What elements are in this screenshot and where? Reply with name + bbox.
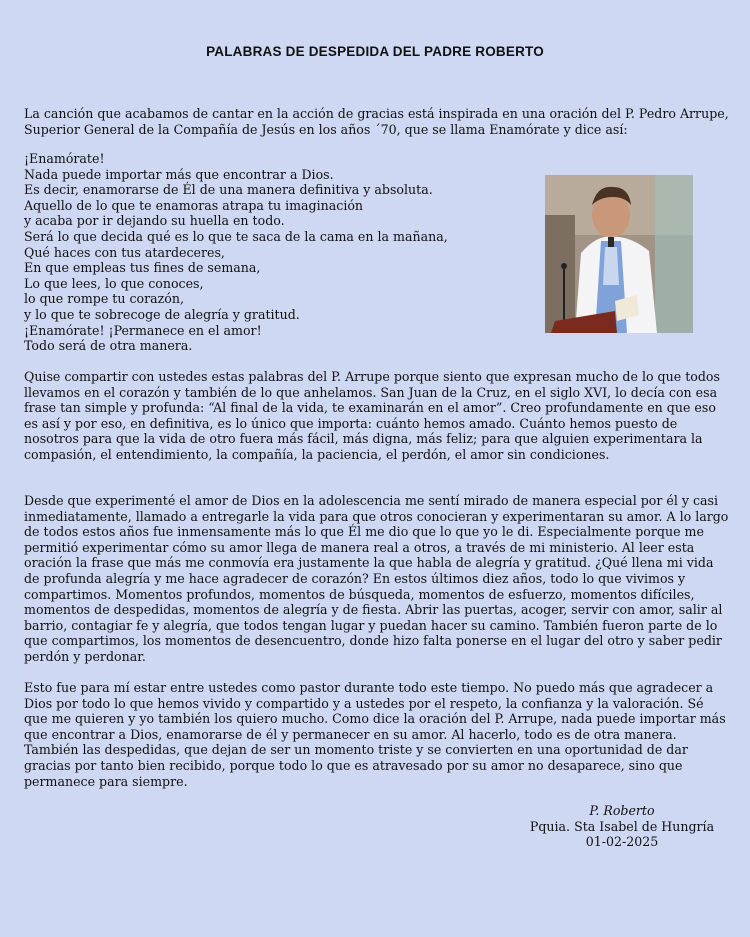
body-paragraph: Esto fue para mí estar entre ustedes como pastor durante todo este tiempo. No puedo más que agradecer a Dios por todo lo que hemos vivido y compartido y a ustedes por el respeto, la confianza y la valoración. Sé que me quieren y yo también los quiero mucho. Como dice la oración del P. Arrupe, nada puede importar más que encontrar a Dios, enamorarse de él y permanecer en su amor. Al hacerlo, todo es de otra manera. También las despedidas, que dejan de ser un momento triste y se convierten en una oportunidad de dar gracias por tanto bien recibido, porque todo lo que es atravesado por su amor no desaparece, sino que permanece para siempre. <box>24 680 726 789</box>
poem-line: ¡Enamórate! ¡Permanece en el amor! <box>24 322 262 338</box>
poem-line: y acaba por ir dejando su huella en todo. <box>24 213 285 229</box>
poem <box>24 151 544 354</box>
body-paragraph: Quise compartir con ustedes estas palabras del P. Arrupe porque siento que expresan mucho de lo que todos llevamos en el corazón y también de lo que anhelamos. San Juan de la Cruz, en el siglo XVI, lo decía con esa frase tan simple y profunda: “Al final de la vida, te examinarán en el amor”. Creo profundamente en que eso es así y por eso, en definitiva, es lo único que importa: cuánto hemos amado. Cuánto hemos puesto de nosotros para que la vida de otro fuera más fácil, más digna, más feliz; para que alguien experimentara la compasión, el entendimiento, la compañía, la paciencia, el perdón, el amor sin condiciones. <box>24 369 720 462</box>
signature-parish: Pquia. Sta Isabel de Hungría <box>529 818 715 834</box>
poem-line: Aquello de lo que te enamoras atrapa tu imaginación <box>24 197 364 213</box>
poem-line: Todo será de otra manera. <box>24 338 193 354</box>
page-title: PALABRAS DE DESPEDIDA DEL PADRE ROBERTO <box>206 44 544 59</box>
poem-line: Nada puede importar más que encontrar a Dios. <box>24 166 334 182</box>
intro-paragraph: La canción que acabamos de cantar en la acción de gracias está inspirada en una oración del P. Pedro Arrupe, Superior General de la Compañía de Jesús en los años ´70, que se llama Enamórate y dice así: <box>24 106 729 137</box>
poem-line: ¡Enamórate! <box>24 151 105 166</box>
poem-line: Será lo que decida qué es lo que te saca de la cama en la mañana, <box>24 228 448 244</box>
poem-line: Qué haces con tus atardeceres, <box>24 244 225 260</box>
poem-line: Es decir, enamorarse de Él de una manera definitiva y absoluta. <box>24 182 433 198</box>
poem-line: y lo que te sobrecoge de alegría y gratitud. <box>24 306 300 322</box>
signature-name: P. Roberto <box>589 803 655 818</box>
signature-date: 01-02-2025 <box>585 834 659 850</box>
signature-block <box>500 803 744 850</box>
body-paragraph: Desde que experimenté el amor de Dios en la adolescencia me sentí mirado de manera especial por él y casi inmediatamente, llamado a entregarle la vida para que otros conocieran y experimentaran su amor. A lo largo de todos estos años fue inmensamente más lo que Él me dio que lo que yo le di. Especialmente porque me permitió experimentar cómo su amor llega de manera real a otros, a través de mi ministerio. Al leer esta oración la frase que más me conmovía era justamente la que habla de alegría y gratitud. ¿Qué llena mi vida de profunda alegría y me hace agradecer de corazón? En estos últimos diez años, todo lo que vivimos y compartimos. Momentos profundos, momentos de búsqueda, momentos de esfuerzo, momentos difíciles, momentos de despedidas, momentos de alegría y de fiesta. Abrir las puertas, acoger, servir con amor, salir al barrio, contagiar fe y alegría, que todos tengan lugar y puedan hacer su camino. También fueron parte de lo que compartimos, los momentos de desencuentro, donde hizo falta ponerse en el lugar del otro y saber pedir perdón y perdonar. <box>24 493 729 664</box>
poem-line: Lo que lees, lo que conoces, <box>24 275 204 291</box>
priest-photo <box>545 175 693 333</box>
poem-line: lo que rompe tu corazón, <box>24 291 184 307</box>
poem-line: En que empleas tus fines de semana, <box>24 260 261 276</box>
